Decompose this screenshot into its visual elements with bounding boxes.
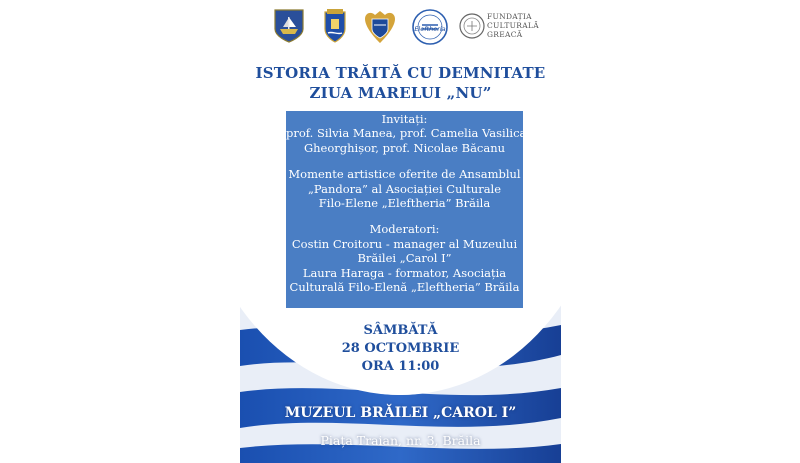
guests-heading: Invitați: [381,112,428,126]
venue-address: Piața Traian, nr. 3, Brăila [320,433,481,448]
ship-crest-icon [274,9,304,43]
event-poster [240,0,561,463]
info-box [286,111,527,308]
eleftheria-seal-icon [412,9,448,45]
moderators-heading: Moderatori: [369,222,440,237]
foundation-name-2: CULTURALĂ [487,21,539,30]
event-date: 28 OCTOMBRIE [341,341,460,356]
logos-row [270,9,540,47]
guests-line-1: prof. Silvia Manea, prof. Camelia Vasilica [286,126,527,141]
artistic-line-1: Momente artistice oferite de Ansamblul [288,167,521,182]
venue-name: MUZEUL BRĂILEI „CAROL I” [284,405,517,421]
guests-line-2: Gheorghișor, prof. Nicolae Băcanu [303,140,506,155]
event-day: SÂMBĂTĂ [363,323,438,338]
foundation-name-1: FUNDAȚIA [487,12,532,21]
moderators-line-1: Costin Croitoru - manager al Muzeului [291,236,518,251]
foundation-name-3: GREACĂ [487,30,523,39]
city-crest-icon [322,9,348,43]
artistic-line-3: Filo-Elene „Eleftheria” Brăila [318,196,491,211]
eleftheria-text: Eleftheria [414,25,446,33]
event-subtitle: ZIUA MARELUI „NU” [309,84,492,102]
moderators-line-4: Culturală Filo-Elenă „Eleftheria” Brăila [289,280,520,295]
moderators-line-2: Brăilei „Carol I” [357,251,452,266]
event-title: ISTORIA TRĂITĂ CU DEMNITATE [255,64,546,82]
royal-crest-icon [363,9,397,45]
artistic-line-2: „Pandora” al Asociației Culturale [307,181,502,196]
event-time: ORA 11:00 [361,359,440,374]
foundation-logo [458,9,540,43]
moderators-line-3: Laura Haraga - formator, Asociația [302,265,507,280]
